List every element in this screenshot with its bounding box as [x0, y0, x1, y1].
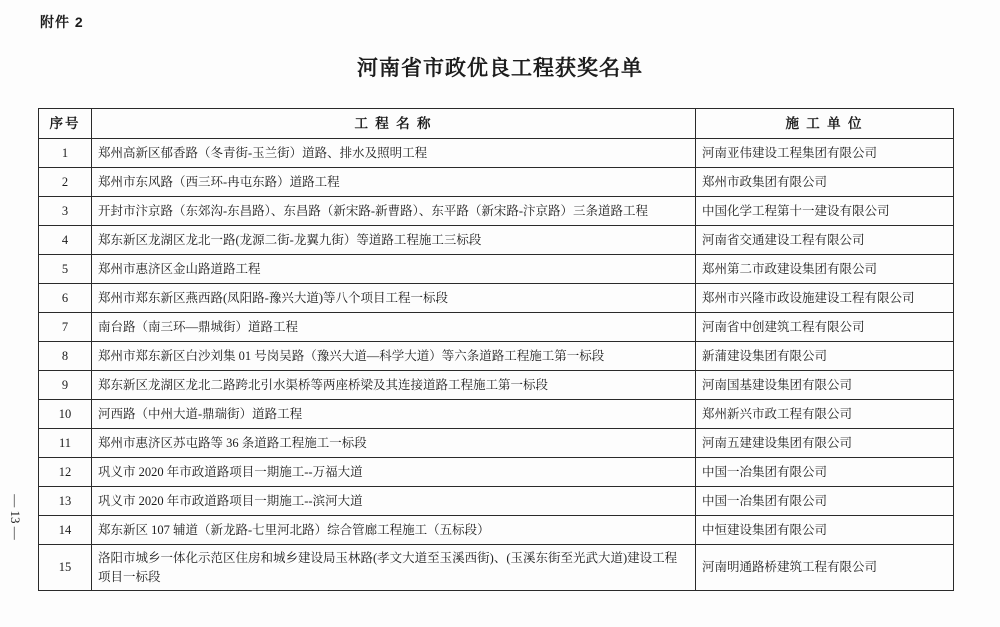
contractor-cell: 中国一冶集团有限公司	[696, 487, 954, 516]
project-name-cell: 南台路（南三环—鼎城街）道路工程	[92, 313, 696, 342]
project-name-cell: 郑东新区龙湖区龙北一路(龙源二街-龙翼九街）等道路工程施工三标段	[92, 226, 696, 255]
project-name-cell: 郑东新区龙湖区龙北二路跨北引水渠桥等两座桥梁及其连接道路工程施工第一标段	[92, 371, 696, 400]
contractor-cell: 中国一冶集团有限公司	[696, 458, 954, 487]
project-name-cell: 郑州高新区郁香路（冬青街-玉兰街）道路、排水及照明工程	[92, 139, 696, 168]
row-serial-number: 3	[39, 197, 92, 226]
page-number: — 13 —	[8, 494, 23, 540]
table-header-row	[39, 109, 954, 139]
table-row	[39, 255, 954, 284]
contractor-cell: 中国化学工程第十一建设有限公司	[696, 197, 954, 226]
project-name-cell: 郑州市惠济区苏屯路等 36 条道路工程施工一标段	[92, 429, 696, 458]
project-name-cell: 郑州市东风路（西三环-冉屯东路）道路工程	[92, 168, 696, 197]
project-name-cell: 洛阳市城乡一体化示范区住房和城乡建设局玉林路(孝文大道至玉溪西街)、(玉溪东街至光武大道)建设工程项目一标段	[92, 545, 696, 591]
header-serial-number: 序号	[39, 109, 92, 139]
header-contractor: 施 工 单 位	[696, 109, 954, 139]
row-serial-number: 2	[39, 168, 92, 197]
row-serial-number: 9	[39, 371, 92, 400]
project-name-cell: 巩义市 2020 年市政道路项目一期施工--万福大道	[92, 458, 696, 487]
contractor-cell: 河南五建建设集团有限公司	[696, 429, 954, 458]
row-serial-number: 1	[39, 139, 92, 168]
table-row	[39, 168, 954, 197]
row-serial-number: 11	[39, 429, 92, 458]
attachment-label: 附件 2	[40, 14, 84, 30]
project-name-cell: 郑东新区 107 辅道（新龙路-七里河北路）综合管廊工程施工（五标段）	[92, 516, 696, 545]
row-serial-number: 12	[39, 458, 92, 487]
table-row	[39, 429, 954, 458]
table-row	[39, 458, 954, 487]
project-name-cell: 开封市汴京路（东郊沟-东昌路）、东昌路（新宋路-新曹路）、东平路（新宋路-汴京路）三条道路工程	[92, 197, 696, 226]
project-name-cell: 郑州市惠济区金山路道路工程	[92, 255, 696, 284]
table-row	[39, 313, 954, 342]
project-name-cell: 郑州市郑东新区燕西路(凤阳路-豫兴大道)等八个项目工程一标段	[92, 284, 696, 313]
contractor-cell: 中恒建设集团有限公司	[696, 516, 954, 545]
contractor-cell: 郑州新兴市政工程有限公司	[696, 400, 954, 429]
row-serial-number: 14	[39, 516, 92, 545]
row-serial-number: 15	[39, 545, 92, 591]
row-serial-number: 4	[39, 226, 92, 255]
table-row	[39, 400, 954, 429]
row-serial-number: 10	[39, 400, 92, 429]
contractor-cell: 河南省中创建筑工程有限公司	[696, 313, 954, 342]
table-row	[39, 226, 954, 255]
table-body	[39, 139, 954, 591]
contractor-cell: 河南亚伟建设工程集团有限公司	[696, 139, 954, 168]
row-serial-number: 13	[39, 487, 92, 516]
table-row	[39, 197, 954, 226]
table-row	[39, 516, 954, 545]
contractor-cell: 河南省交通建设工程有限公司	[696, 226, 954, 255]
row-serial-number: 8	[39, 342, 92, 371]
table-row	[39, 545, 954, 591]
table-row	[39, 284, 954, 313]
row-serial-number: 6	[39, 284, 92, 313]
page-title: 河南省市政优良工程获奖名单	[357, 57, 643, 80]
contractor-cell: 郑州市政集团有限公司	[696, 168, 954, 197]
table-row	[39, 342, 954, 371]
row-serial-number: 7	[39, 313, 92, 342]
contractor-cell: 河南国基建设集团有限公司	[696, 371, 954, 400]
contractor-cell: 新蒲建设集团有限公司	[696, 342, 954, 371]
table-row	[39, 139, 954, 168]
table-row	[39, 487, 954, 516]
row-serial-number: 5	[39, 255, 92, 284]
header-project-name: 工 程 名 称	[92, 109, 696, 139]
project-name-cell: 巩义市 2020 年市政道路项目一期施工--滨河大道	[92, 487, 696, 516]
contractor-cell: 河南明通路桥建筑工程有限公司	[696, 545, 954, 591]
award-table	[38, 108, 954, 591]
contractor-cell: 郑州第二市政建设集团有限公司	[696, 255, 954, 284]
contractor-cell: 郑州市兴隆市政设施建设工程有限公司	[696, 284, 954, 313]
project-name-cell: 郑州市郑东新区白沙刘集 01 号岗吴路（豫兴大道—科学大道）等六条道路工程施工第一标段	[92, 342, 696, 371]
table-row	[39, 371, 954, 400]
project-name-cell: 河西路（中州大道-鼎瑞街）道路工程	[92, 400, 696, 429]
